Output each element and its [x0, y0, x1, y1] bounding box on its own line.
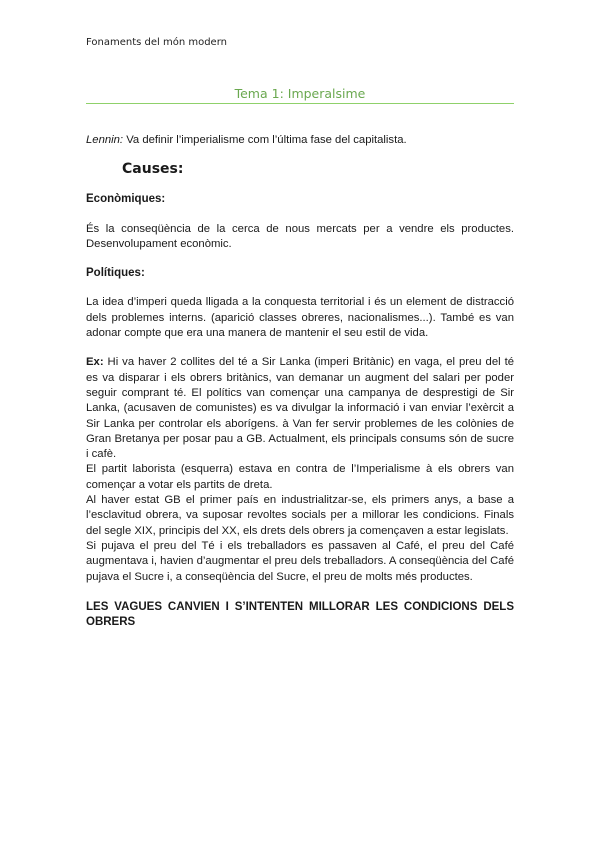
example-text-1: Hi va haver 2 collites del té a Sir Lanka (imperi Britànic) en vaga, el preu del té es va disparar i els obrers britànics, van demanar un augment del salari per poder seguir comprant té. El polítics van començar una campanya de desprestigi de Sir Lanka, (acusaven de comunistes) es va divulgar la informació i van enviar l’exèrcit a Sir Lanka per controlar els aborígens. à Van fer servir problemes de les colònies de Gran Bretanya per posar pau a GB. Actualment, els principals consums són de sucre i cafè. [86, 356, 514, 461]
economiques-heading: Econòmiques: [86, 193, 166, 206]
example-text-2: El partit laborista (esquerra) estava en contra de l’Imperialisme à els obrers van començar a votar els partits de dreta. [86, 463, 514, 491]
intro-author: Lennin: [86, 134, 124, 146]
intro-text: Va definir l’imperialisme com l’última fase del capitalista. [123, 134, 407, 146]
causes-heading: Causes: [122, 161, 184, 178]
conclusion-text: LES VAGUES CANVIEN I S’INTENTEN MILLORAR LES CONDICIONS DELS OBRERS [86, 600, 514, 628]
politiques-heading: Polítiques: [86, 267, 145, 280]
economiques-text: És la conseqüència de la cerca de nous mercats per a vendre els productes. Desenvolupament econòmic. [86, 222, 514, 250]
example-paragraph [86, 355, 514, 462]
example-text-4: Si pujava el preu del Té i els treballadors es passaven al Café, el preu del Café augmentava i, havien d’augmentar el preu dels treballadors. A conseqüència del Café pujava el Sucre i, a conseqüència del Sucre, el preu de molts més productes. [86, 539, 514, 583]
running-header: Fonaments del món modern [86, 37, 227, 48]
document-body [86, 133, 514, 630]
politiques-text: La idea d’imperi queda lligada a la conquesta territorial i és un element de distracció dels problemes interns. (aparició classes obreres, nacionalismes...). També es van adonar compte que era una manera de mantenir el seu estil de vida. [86, 296, 514, 340]
example-label: Ex: [86, 356, 104, 369]
example-text-3: Al haver estat GB el primer país en industrialitzar-se, els primers anys, a base a l’esclavitud obrera, va suposar revoltes socials per a millorar les condicions. Finals del segle XIX, principis del XX, els drets dels obrers ja començaven a estar legislats. [86, 494, 514, 537]
title-underline [86, 103, 514, 104]
intro-paragraph [86, 133, 514, 148]
document-title: Tema 1: Imperalsime [234, 86, 366, 101]
